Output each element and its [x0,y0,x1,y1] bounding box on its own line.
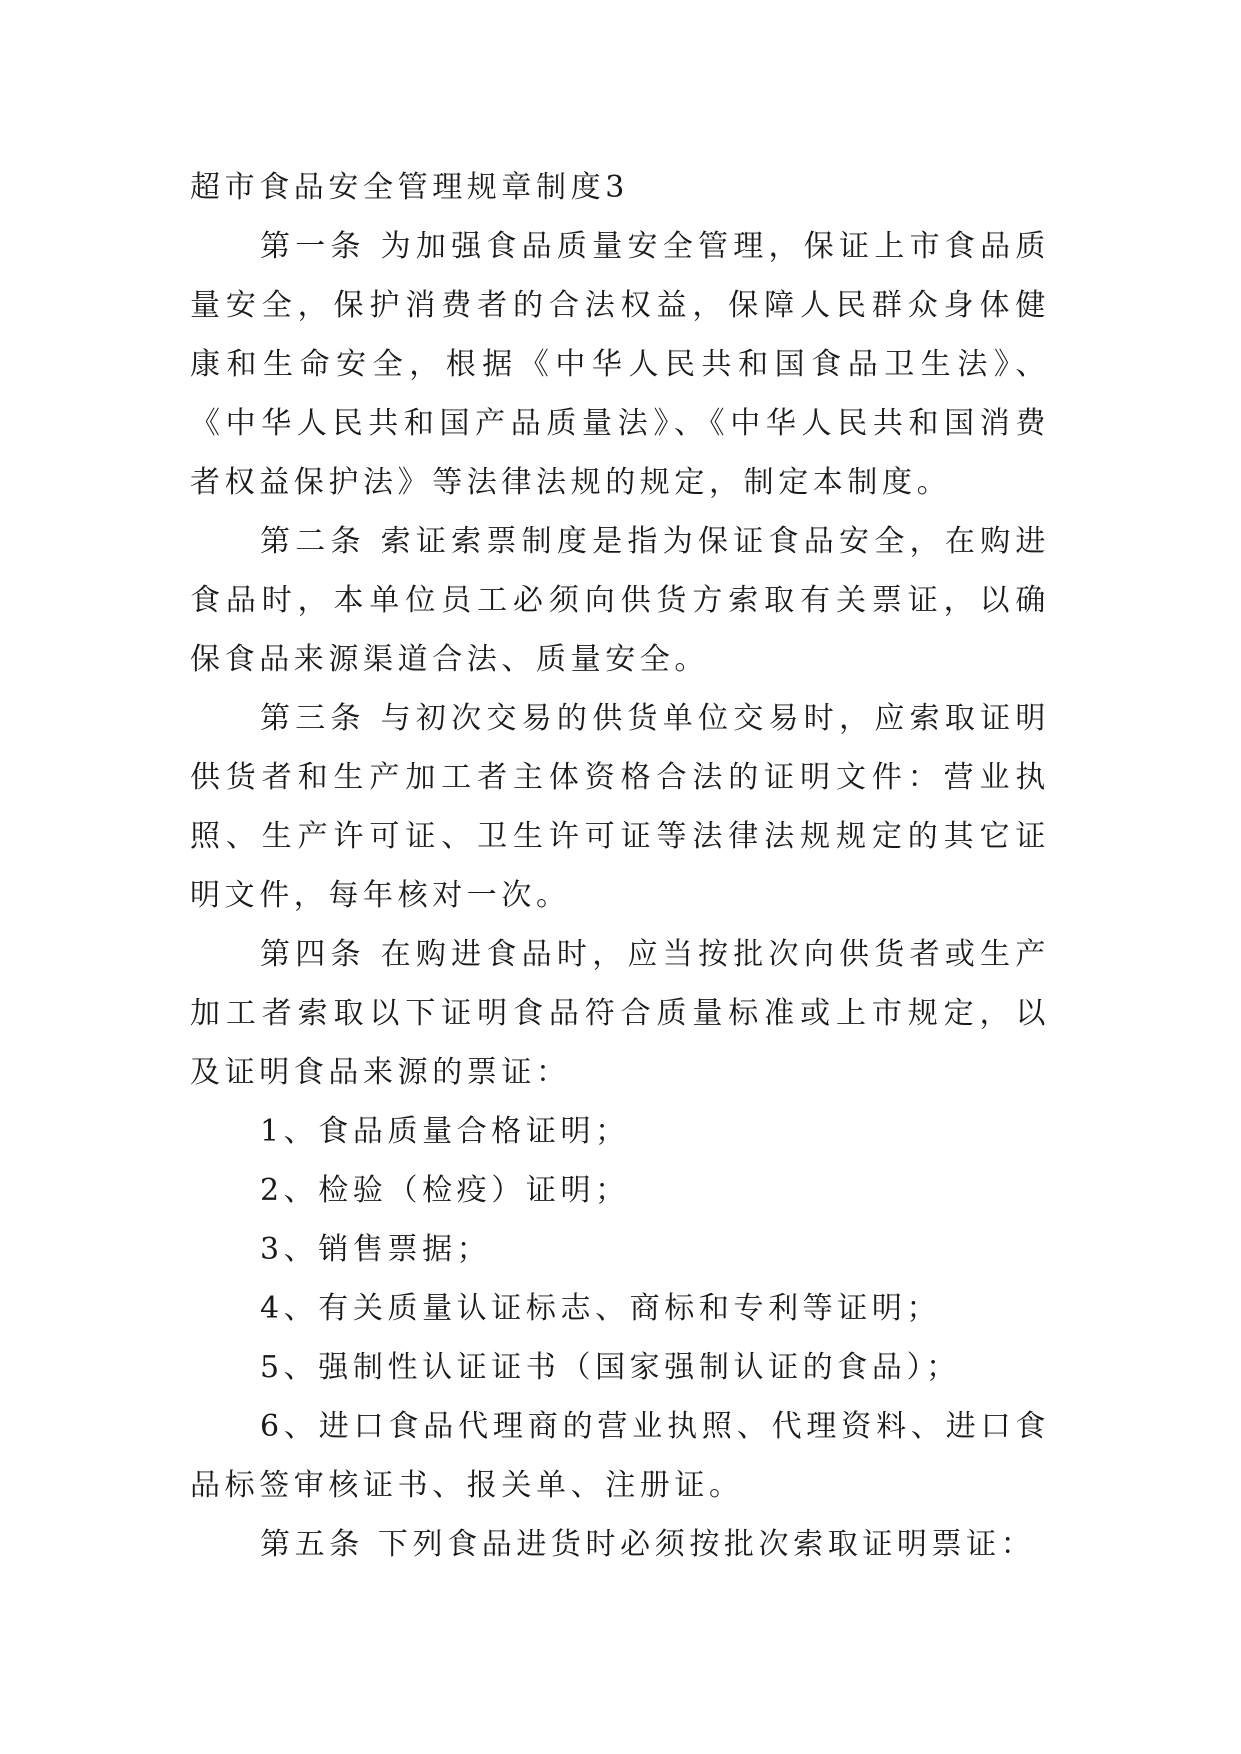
list-item: 6、进口食品代理商的营业执照、代理资料、进口食品标签审核证书、报关单、注册证。 [190,1409,1050,1503]
list-item: 3、销售票据； [260,1232,492,1267]
article-3: 第三条 与初次交易的供货单位交易时，应索取证明供货者和生产加工者主体资格合法的证明文件：营业执照、生产许可证、卫生许可证等法律法规规定的其它证明文件，每年核对一次。 [190,701,1050,913]
article-5: 第五条 下列食品进货时必须按批次索取证明票证： [260,1527,1036,1562]
list-item: 1、食品质量合格证明； [260,1114,630,1149]
article-2: 第二条 索证索票制度是指为保证食品安全，在购进食品时，本单位员工必须向供货方索取有关票证，以确保食品来源渠道合法、质量安全。 [190,524,1050,677]
list-item: 2、检验（检疫）证明； [260,1173,630,1208]
list-item: 5、强制性认证证书（国家强制认证的食品）； [260,1350,961,1385]
document-body [190,158,1050,1574]
list-item: 4、有关质量认证标志、商标和专利等证明； [260,1291,942,1326]
article-4: 第四条 在购进食品时，应当按批次向供货者或生产加工者索取以下证明食品符合质量标准或上市规定，以及证明食品来源的票证： [190,937,1050,1090]
article-1: 第一条 为加强食品质量安全管理，保证上市食品质量安全，保护消费者的合法权益，保障人民群众身体健康和生命安全，根据《中华人民共和国食品卫生法》、《中华人民共和国产品质量法》、《中华人民共和国消费者权益保护法》等法律法规的规定，制定本制度。 [190,229,1050,500]
document-title: 超市食品安全管理规章制度3 [190,170,629,205]
